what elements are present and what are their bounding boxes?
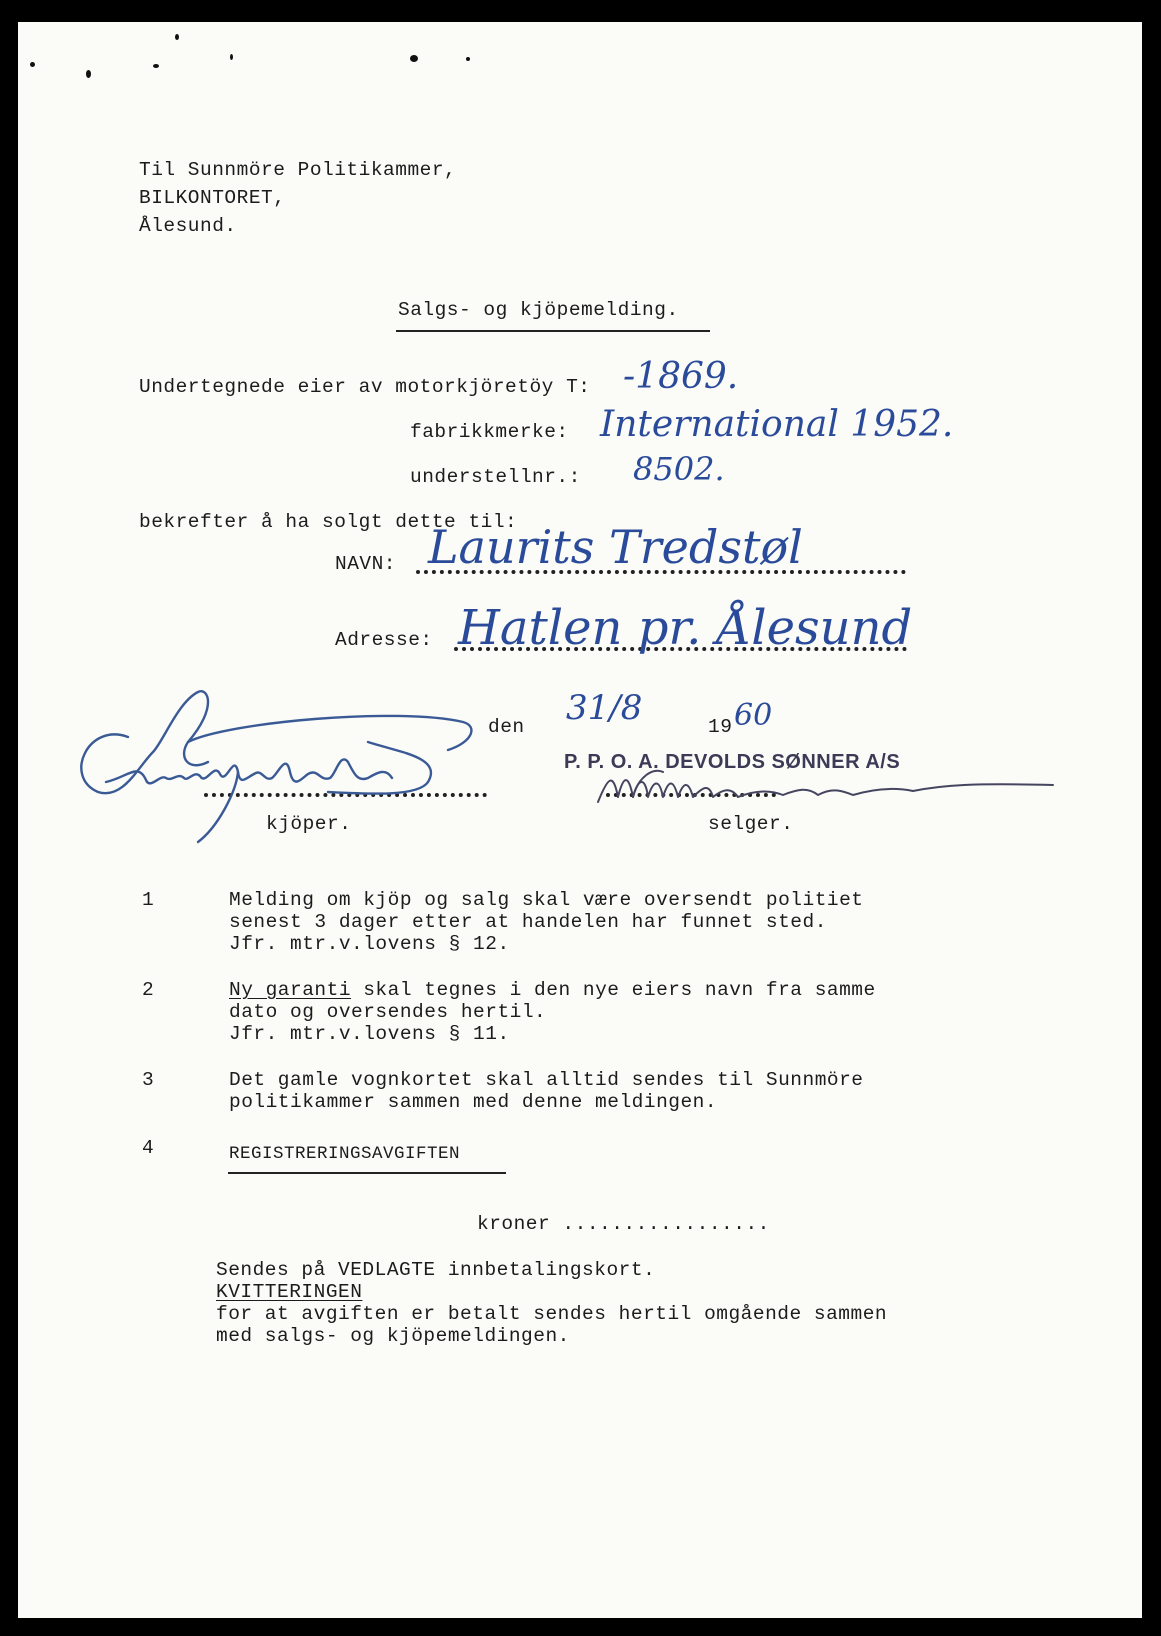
note-line-rest: skal tegnes i den nye eiers navn fra samme bbox=[351, 979, 876, 1001]
seller-signature bbox=[593, 757, 1063, 817]
scan-speck bbox=[30, 62, 35, 67]
note-number: 1 bbox=[142, 889, 155, 911]
note-line: senest 3 dager etter at handelen har funnet sted. bbox=[229, 911, 827, 933]
buyer-name-value: Laurits Tredstøl bbox=[428, 520, 803, 574]
company-stamp: P. P. O. A. DEVOLDS SØNNER A/S bbox=[564, 751, 901, 773]
kroner-field: kroner ................. bbox=[477, 1213, 770, 1235]
note-number: 2 bbox=[142, 979, 155, 1001]
owner-label: Undertegnede eier av motorkjöretöy T: bbox=[139, 376, 591, 398]
name-label: NAVN: bbox=[335, 553, 397, 575]
note-line: dato og oversendes hertil. bbox=[229, 1001, 547, 1023]
note-line: Melding om kjöp og salg skal være oversendt politiet bbox=[229, 889, 864, 911]
buyer-address-value: Hatlen pr. Ålesund bbox=[458, 600, 913, 656]
fee-line-2: KVITTERINGEN bbox=[216, 1281, 363, 1303]
note-line: politikammer sammen med denne meldingen. bbox=[229, 1091, 718, 1113]
scan-speck bbox=[410, 55, 418, 62]
make-value: International 1952. bbox=[600, 404, 954, 445]
seller-label: selger. bbox=[708, 813, 794, 835]
year-prefix: 19 bbox=[708, 716, 733, 738]
note-number: 3 bbox=[142, 1069, 155, 1091]
note-line: Jfr. mtr.v.lovens § 12. bbox=[229, 933, 510, 955]
fee-heading-underline bbox=[228, 1172, 506, 1174]
fee-heading: REGISTRERINGSAVGIFTEN bbox=[229, 1144, 461, 1164]
address-line-2: BILKONTORET, bbox=[139, 187, 286, 209]
fee-line-1: Sendes på VEDLAGTE innbetalingskort. bbox=[216, 1259, 656, 1281]
registration-value: -1869. bbox=[623, 356, 739, 397]
address-line-1: Til Sunnmöre Politikammer, bbox=[139, 159, 457, 181]
document-page bbox=[18, 22, 1142, 1618]
buyer-label: kjöper. bbox=[266, 813, 352, 835]
make-label: fabrikkmerke: bbox=[410, 421, 569, 443]
chassis-label: understellnr.: bbox=[410, 466, 581, 488]
scan-speck bbox=[230, 54, 233, 60]
scan-speck bbox=[175, 34, 179, 40]
note-underlined-phrase: Ny garanti bbox=[229, 979, 352, 1001]
date-prefix: den bbox=[488, 716, 525, 738]
year-suffix: 60 bbox=[734, 698, 773, 733]
scan-speck bbox=[466, 57, 470, 61]
note-line: Jfr. mtr.v.lovens § 11. bbox=[229, 1023, 510, 1045]
confirm-text: bekrefter å ha solgt dette til: bbox=[139, 511, 518, 533]
note-line: Det gamle vognkortet skal alltid sendes til Sunnmöre bbox=[229, 1069, 864, 1091]
scan-speck bbox=[153, 64, 159, 68]
title-underline bbox=[396, 330, 710, 332]
address-line-3: Ålesund. bbox=[139, 215, 237, 237]
note-number: 4 bbox=[142, 1137, 155, 1159]
fee-line-4: med salgs- og kjöpemeldingen. bbox=[216, 1325, 570, 1347]
address-label: Adresse: bbox=[335, 629, 433, 651]
document-title: Salgs- og kjöpemelding. bbox=[398, 299, 679, 321]
date-day-month: 31/8 bbox=[566, 688, 643, 728]
scan-speck bbox=[86, 70, 91, 78]
chassis-value: 8502. bbox=[633, 450, 725, 488]
fee-line-3: for at avgiften er betalt sendes hertil omgående sammen bbox=[216, 1303, 888, 1325]
note-line bbox=[229, 978, 876, 1002]
